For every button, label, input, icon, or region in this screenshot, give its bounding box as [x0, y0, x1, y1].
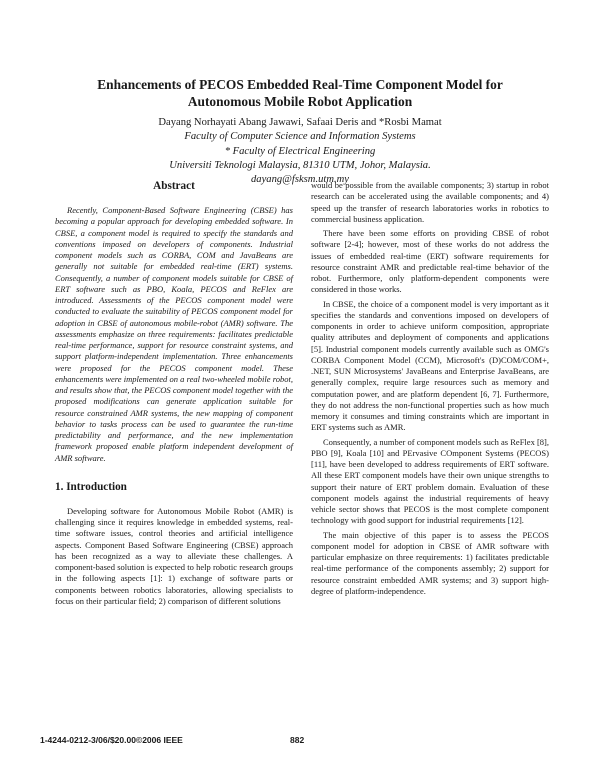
abstract-text: Recently, Component-Based Software Engineering (CBSE) has becoming a popular approach for developing embedded software. In CBSE, a component model is required to specify the standards and conventions imposed on developers of components. Industrial component models such as CORBA, COM and JavaBeans are generally not suitable for embedded real-time (ERT) systems. Consequently, a number of component models suitable for CBSE of ERT software such as PBO, Koala, PECOS and ReFlex are introduced. Assessments of the PECOS component model were conducted to evaluate the suitability of PECOS component model for adoption in CBSE of autonomous mobile-robot (AMR) software. The assessments emphasize on three requirements: facilitates predictable real-time performance, support for resource constraint systems, and support platform-independent implementation. Three enhancements were proposed for the PECOS component model. These enhancements were implemented on a real two-wheeled mobile robot, and results show that, the PECOS component model together with the proposed modifications can generate application suitable for resource constrained AMR systems, the new mapping of component behavior to tasks process can be used to guarantee the run-time predictability and performance, and the new implementation framework proposed enable platform independent development of AMR software.: [55, 205, 293, 463]
ert-models-paragraph: Consequently, a number of component models such as ReFlex [8], PBO [9], Koala [10] and PErvasive COmponent Systems (PECOS) [11], have been developed to address requirements of ERT software. All these ERT component models have their own unique strengths to support their nature of ERT problem domain. Evaluation of these component models against the industrial requirements of heavy vehicle sector shows that PECOS is the most complete component technology with good support for industrial requirements [12].: [311, 436, 549, 526]
affiliation-primary: Faculty of Computer Science and Information Systems: [184, 131, 416, 143]
affiliation-secondary: * Faculty of Electrical Engineering: [224, 145, 376, 157]
introduction-paragraph: Developing software for Autonomous Mobile Robot (AMR) is challenging since it requires knowledge in embedded systems, real-time software issues, control theories and artificial intelligence aspects. Component Based Software Engineering (CBSE) approach has been recognized as a way to alleviate these challenges. A component-based solution is expected to help robotic research groups in the following aspects [1]: 1) exchange of software parts or components between robotics laboratories, allowing specialists to focus on their particular field; 2) comparison of different solutions: [55, 505, 293, 606]
paper-title: Enhancements of PECOS Embedded Real-Time Component Model for Autonomous Mobile Robot Application: [97, 77, 503, 109]
introduction-heading: 1. Introduction: [55, 480, 127, 493]
objective-paragraph: The main objective of this paper is to assess the PECOS component model for adoption in CBSE of AMR software with particular emphasize on three requirements: 1) facilitates predictable real-time performance of the components assembly; 2) support for resource constraint embedded AMR systems; and 3) support high-degree of platform-independence.: [311, 529, 549, 596]
page-number: 882: [290, 735, 305, 745]
isbn-footer: 1-4244-0212-3/06/$20.00©2006 IEEE: [40, 735, 183, 745]
related-work-paragraph: There have been some efforts on providing CBSE of robot software [2-4]; however, most of these works do not address the issues of embedded real-time (ERT) software requirements for resource constraint AMR and predictable real-time behavior of the robot. Furthermore, only platform-dependent components were considered in those works.: [311, 228, 549, 295]
author-names: Dayang Norhayati Abang Jawawi, Safaai Deris and *Rosbi Mamat: [158, 117, 442, 128]
component-model-paragraph: In CBSE, the choice of a component model is very important as it specifies the standards and conventions imposed on developers of components in order to achieve uniform composition, appropriate quality attributes and deployment of components and applications [5]. Industrial component models currently available such as OMG's CORBA Component Model (CCM), Microsoft's (D)COM/COM+, .NET, SUN Microsystems' JavaBeans and Enterprise JavaBeans, are generally complex, require large resources such as memory and computation power, and are platform dependent [6, 7]. Furthermore, they do not address the non-functional properties such as how much memory it consumes and timing constraints which are important in ERT systems such as AMR.: [311, 298, 549, 433]
right-column: [311, 180, 549, 600]
university-address: Universiti Teknologi Malaysia, 81310 UTM, Johor, Malaysia.: [169, 159, 431, 171]
left-column: [55, 176, 293, 607]
continued-paragraph: would be possible from the available components; 3) startup in robot research can be accelerated using the available components; and 4) speed up the transfer of research laboratories works in robotics to commercial business application.: [311, 180, 549, 224]
abstract-heading: Abstract: [153, 180, 195, 192]
author-email: dayang@fsksm.utm.my: [250, 174, 349, 186]
